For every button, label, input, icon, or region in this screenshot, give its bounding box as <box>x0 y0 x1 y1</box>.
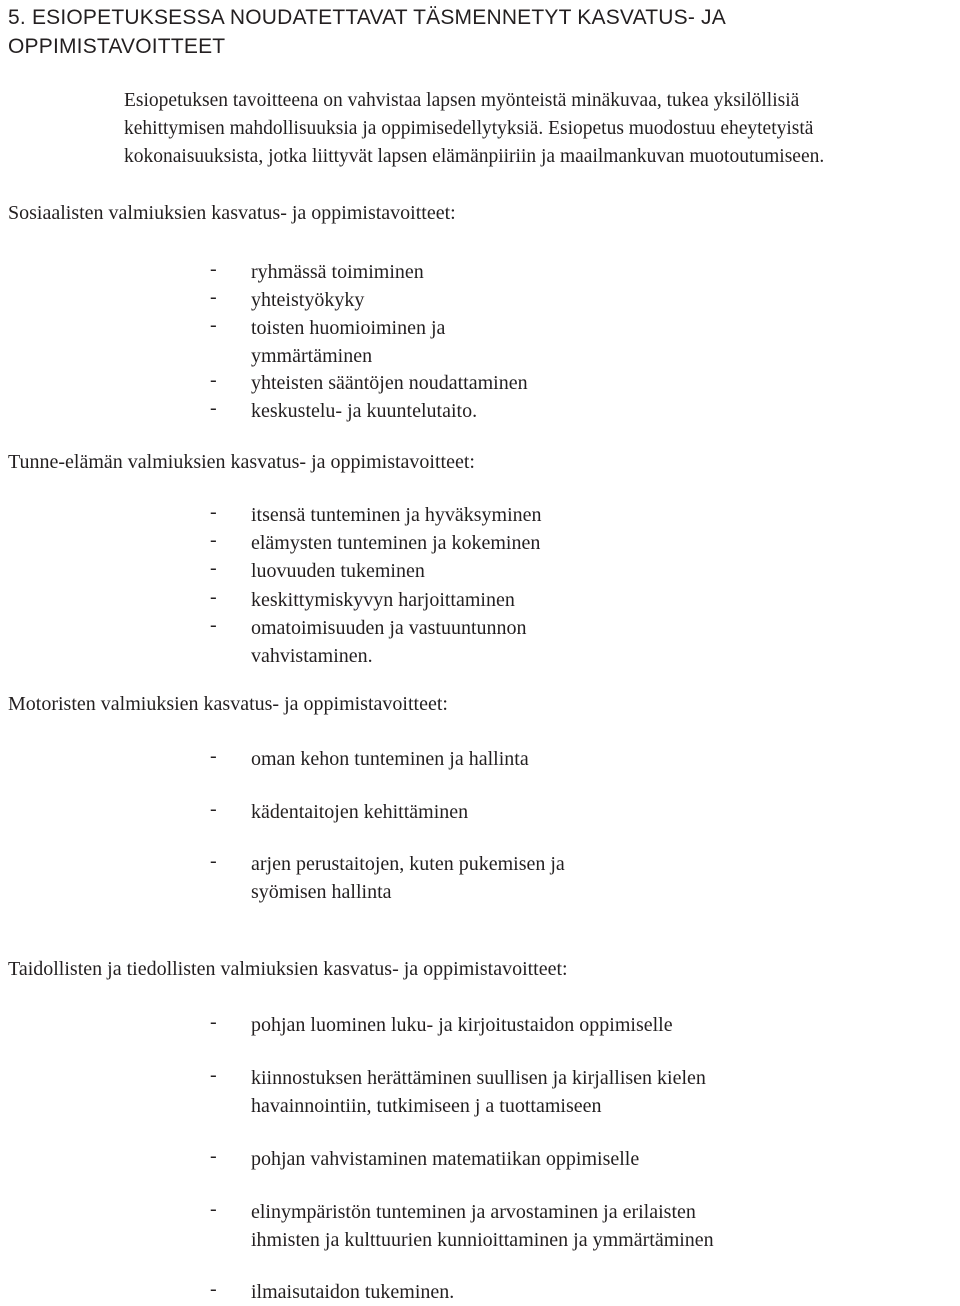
intro-line: Esiopetuksen tavoitteena on vahvistaa lapsen myönteistä minäkuvaa, tukea yksilöllisiä <box>124 90 800 111</box>
list-item <box>251 557 425 585</box>
list-bullet: - <box>210 501 217 523</box>
list-bullet: - <box>210 258 217 280</box>
list-item-text: pohjan luominen luku- ja kirjoitustaidon oppimiselle <box>251 1014 673 1036</box>
list-item-text: omatoimisuuden ja vastuuntunnon <box>251 617 527 639</box>
section-title-skills: Taidollisten ja tiedollisten valmiuksien kasvatus- ja oppimistavoitteet: <box>8 958 568 980</box>
list-item-text: vahvistaminen. <box>251 645 373 667</box>
section-title-motor: Motoristen valmiuksien kasvatus- ja oppimistavoitteet: <box>8 693 448 715</box>
list-bullet: - <box>210 745 217 767</box>
intro-line: kokonaisuuksista, jotka liittyvät lapsen elämänpiiriin ja maailmankuvan muotoutumiseen. <box>124 146 825 167</box>
list-bullet: - <box>210 557 217 579</box>
page-heading <box>8 3 726 61</box>
list-item-text: yhteisten sääntöjen noudattaminen <box>251 372 528 394</box>
list-item-text: elämysten tunteminen ja kokeminen <box>251 532 541 554</box>
list-bullet: - <box>210 798 217 820</box>
list-bullet: - <box>210 850 217 872</box>
list-bullet: - <box>210 1198 217 1220</box>
list-item-text: havainnointiin, tutkimiseen j a tuottamiseen <box>251 1095 602 1117</box>
list-item <box>251 614 527 670</box>
list-item-text: kiinnostuksen herättäminen suullisen ja kirjallisen kielen <box>251 1067 706 1089</box>
list-item-text: itsensä tunteminen ja hyväksyminen <box>251 504 542 526</box>
list-item-text: arjen perustaitojen, kuten pukemisen ja <box>251 853 565 875</box>
list-item-text: keskustelu- ja kuuntelutaito. <box>251 400 478 422</box>
list-item <box>251 501 542 529</box>
list-item-text: ymmärtäminen <box>251 345 373 367</box>
section-title-emotional: Tunne-elämän valmiuksien kasvatus- ja oppimistavoitteet: <box>8 451 475 473</box>
list-bullet: - <box>210 1011 217 1033</box>
list-bullet: - <box>210 314 217 336</box>
heading-line-2: OPPIMISTAVOITTEET <box>8 35 226 58</box>
list-item-text: pohjan vahvistaminen matematiikan oppimiselle <box>251 1148 640 1170</box>
list-item-text: syömisen hallinta <box>251 881 392 903</box>
list-bullet: - <box>210 286 217 308</box>
list-item <box>251 314 445 370</box>
list-bullet: - <box>210 614 217 636</box>
list-item <box>251 1198 714 1254</box>
list-item-text: ihmisten ja kulttuurien kunnioittaminen ja ymmärtäminen <box>251 1229 714 1251</box>
list-bullet: - <box>210 529 217 551</box>
list-item-text: ryhmässä toimiminen <box>251 261 424 283</box>
list-item-text: luovuuden tukeminen <box>251 560 425 582</box>
list-item-text: yhteistyökyky <box>251 289 365 311</box>
list-item <box>251 850 565 906</box>
list-item <box>251 1011 673 1039</box>
list-bullet: - <box>210 397 217 419</box>
list-bullet: - <box>210 1278 217 1300</box>
list-item <box>251 1064 706 1120</box>
list-item <box>251 397 477 425</box>
list-item <box>251 1278 454 1306</box>
section-title-social: Sosiaalisten valmiuksien kasvatus- ja oppimistavoitteet: <box>8 202 456 224</box>
list-item <box>251 258 424 286</box>
list-item <box>251 1145 639 1173</box>
intro-line: kehittymisen mahdollisuuksia ja oppimisedellytyksiä. Esiopetus muodostuu eheytetyistä <box>124 118 814 139</box>
list-item <box>251 745 529 773</box>
list-bullet: - <box>210 1145 217 1167</box>
list-item-text: toisten huomioiminen ja <box>251 317 446 339</box>
intro-paragraph <box>124 87 824 171</box>
list-item <box>251 286 364 314</box>
heading-line-1: 5. ESIOPETUKSESSA NOUDATETTAVAT TÄSMENNETYT KASVATUS- JA <box>8 6 726 29</box>
list-bullet: - <box>210 1064 217 1086</box>
list-item <box>251 586 515 614</box>
list-item <box>251 529 540 557</box>
list-item-text: keskittymiskyvyn harjoittaminen <box>251 589 515 611</box>
list-bullet: - <box>210 369 217 391</box>
list-item-text: kädentaitojen kehittäminen <box>251 801 469 823</box>
list-item-text: ilmaisutaidon tukeminen. <box>251 1281 455 1303</box>
list-item <box>251 798 468 826</box>
list-item-text: elinympäristön tunteminen ja arvostaminen ja erilaisten <box>251 1201 696 1223</box>
list-item-text: oman kehon tunteminen ja hallinta <box>251 748 529 770</box>
list-bullet: - <box>210 586 217 608</box>
list-item <box>251 369 528 397</box>
